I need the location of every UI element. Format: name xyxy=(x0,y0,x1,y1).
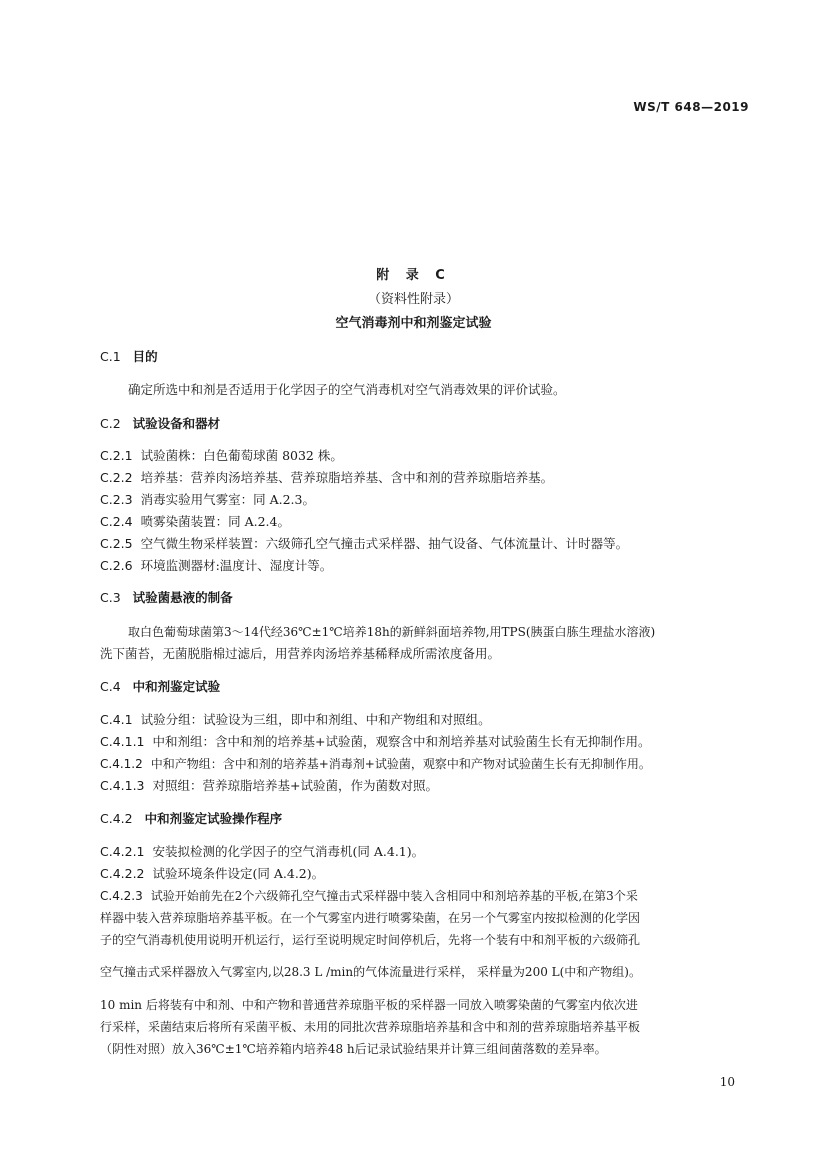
clause-number: C.4.2.2 xyxy=(100,866,145,881)
clause-text: 对照组：营养琼脂培养基+试验菌，作为菌数对照。 xyxy=(152,778,438,793)
clause-c26 xyxy=(100,556,749,576)
section-title: 试验设备和器材 xyxy=(132,416,221,431)
clause-number: C.4.2.3 xyxy=(100,889,143,903)
paragraph-c3-line1: 取白色葡萄球菌第3～14代经36℃±1℃培养18h的新鲜斜面培养物,用TPS(胰蛋白胨生理盐水溶液) xyxy=(128,625,656,639)
appendix-main-title: 空气消毒剂中和剂鉴定试验 xyxy=(335,316,492,331)
clause-text: 试验环境条件设定(同 A.4.2)。 xyxy=(152,866,325,881)
clause-c423-line7: （阴性对照）放入36℃±1℃培养箱内培养48 h后记录试验结果并计算三组间菌落数的差异率。 xyxy=(100,1042,607,1056)
clause-c25 xyxy=(100,534,749,554)
appendix-title-block xyxy=(0,264,827,336)
paragraph-c3-line2: 洗下菌苔，无菌脱脂棉过滤后，用营养肉汤培养基稀释成所需浓度备用。 xyxy=(100,646,501,661)
clause-number: C.2.4 xyxy=(100,514,133,529)
clause-c421 xyxy=(100,842,749,862)
section-heading-c3 xyxy=(100,588,749,608)
clause-text: 试验分组：试验设为三组，即中和剂组、中和产物组和对照组。 xyxy=(140,712,491,727)
clause-text: 中和剂组：含中和剂的培养基+试验菌，观察含中和剂培养基对试验菌生长有无抑制作用。 xyxy=(152,734,651,749)
section-title: 中和剂鉴定试验 xyxy=(132,679,221,694)
page-number: 10 xyxy=(719,1075,735,1089)
section-number: C.4.2 xyxy=(100,811,133,826)
clause-c423-line6: 行采样，采菌结束后将所有采菌平板、未用的同批次营养琼脂培养基和含中和剂的营养琼脂培养基平板 xyxy=(100,1020,641,1034)
clause-text: 空气微生物采样装置：六级筛孔空气撞击式采样器、抽气设备、气体流量计、计时器等。 xyxy=(140,536,629,551)
clause-number: C.4.1.1 xyxy=(100,734,145,749)
clause-text: 试验菌株：白色葡萄球菌 8032 株。 xyxy=(140,448,343,463)
section-number: C.1 xyxy=(100,349,121,364)
clause-c412 xyxy=(100,754,749,774)
clause-text: 安装拟检测的化学因子的空气消毒机(同 A.4.1)。 xyxy=(152,844,425,859)
clause-text: 中和产物组：含中和剂的培养基+消毒剂+试验菌，观察中和产物对试验菌生长有无抑制作用。 xyxy=(150,757,651,771)
paragraph-c1: 确定所选中和剂是否适用于化学因子的空气消毒机对空气消毒效果的评价试验。 xyxy=(128,382,566,397)
section-number: C.4 xyxy=(100,679,121,694)
clause-number: C.2.2 xyxy=(100,470,133,485)
clause-c23 xyxy=(100,490,749,510)
clause-c21 xyxy=(100,446,749,466)
clause-c22 xyxy=(100,468,749,488)
clause-c413 xyxy=(100,776,749,796)
appendix-label: 附 录 C xyxy=(376,268,451,283)
section-heading-c1 xyxy=(100,347,749,367)
clause-text: 培养基：营养肉汤培养基、营养琼脂培养基、含中和剂的营养琼脂培养基。 xyxy=(140,470,554,485)
clause-c422 xyxy=(100,864,749,884)
section-heading-c4 xyxy=(100,677,749,697)
clause-c423-line1 xyxy=(100,886,749,906)
section-title: 中和剂鉴定试验操作程序 xyxy=(144,811,283,826)
clause-text: 消毒实验用气雾室：同 A.2.3。 xyxy=(140,492,315,507)
clause-text: 环境监测器材:温度计、湿度计等。 xyxy=(140,558,333,573)
clause-text: 喷雾染菌装置：同 A.2.4。 xyxy=(140,514,290,529)
clause-c411 xyxy=(100,732,749,752)
clause-number: C.4.1.3 xyxy=(100,778,145,793)
standard-code: WS/T 648—2019 xyxy=(633,100,749,114)
section-heading-c42 xyxy=(100,809,749,829)
appendix-nature: （资料性附录） xyxy=(367,292,459,307)
clause-c423-line5: 10 min 后将装有中和剂、中和产物和普通营养琼脂平板的采样器一同放入喷雾染菌的气雾室内依次进 xyxy=(100,998,638,1012)
clause-c423-line3: 子的空气消毒机使用说明开机运行，运行至说明规定时间停机后，先将一个装有中和剂平板的六级筛孔 xyxy=(100,933,641,947)
clause-number: C.2.3 xyxy=(100,492,133,507)
clause-number: C.2.6 xyxy=(100,558,133,573)
clause-number: C.4.2.1 xyxy=(100,844,145,859)
clause-number: C.2.1 xyxy=(100,448,133,463)
clause-c41 xyxy=(100,710,749,730)
clause-number: C.2.5 xyxy=(100,536,133,551)
section-title: 试验菌悬液的制备 xyxy=(132,590,233,605)
clause-c423-line4: 空气撞击式采样器放入气雾室内,以28.3 L /min的气体流量进行采样， 采样量为200 L(中和产物组)。 xyxy=(100,965,641,979)
section-number: C.2 xyxy=(100,416,121,431)
clause-number: C.4.1 xyxy=(100,712,133,727)
section-number: C.3 xyxy=(100,590,121,605)
clause-text: 试验开始前先在2个六级筛孔空气撞击式采样器中装入含相同中和剂培养基的平板,在第3个采 xyxy=(150,889,638,903)
clause-number: C.4.1.2 xyxy=(100,757,143,771)
clause-c423-line2: 样器中装入营养琼脂培养基平板。在一个气雾室内进行喷雾染菌，在另一个气雾室内按拟检测的化学因 xyxy=(100,911,641,925)
section-heading-c2 xyxy=(100,414,749,434)
section-title: 目的 xyxy=(132,349,158,364)
clause-c24 xyxy=(100,512,749,532)
